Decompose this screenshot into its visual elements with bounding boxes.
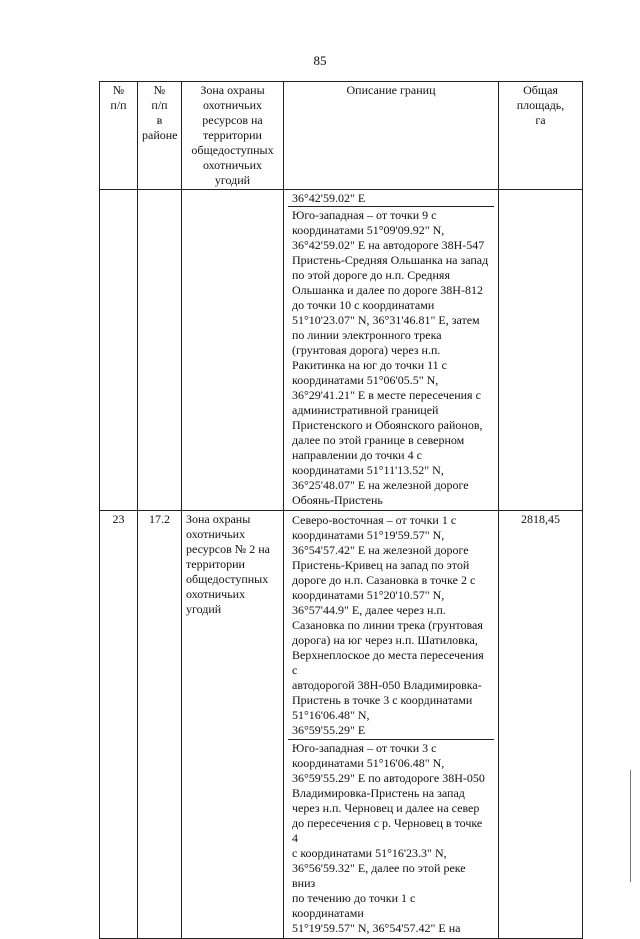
boundary-segment: Юго-западная – от точки 3 с координатами 51°16'06.48" N, 36°59'55.29" E по автодороге 38Н-050 Владимировка-Пристень на запад через н.п. Черновец и далее на север до пересечения с р. Черновец в точке 4 с координатами 51°16'23.3" N, 36°56'59.32" E, далее по этой реке вниз по течению до точки 1 с координатами 51°19'59.57" N, 36°54'57.42" E на [288,739,494,937]
cell-total-area: 2818,45 [499,511,583,939]
header-total-area-label: Общая площадь, га [516,83,565,127]
cell-boundary-description [284,190,499,511]
cell-zone [182,190,284,511]
boundaries-table [99,81,583,939]
header-total-area [499,82,583,190]
page-number: 85 [313,53,327,68]
scan-edge-line [630,770,631,882]
boundary-segment: 36°42'59.02" E [292,191,366,205]
boundary-segment: Юго-западная – от точки 9 с координатами 51°09'09.92" N, 36°42'59.02" E на автодороге 38Н-547 Пристень-Средняя Ольшанка на запад по этой дороге до н.п. Средняя Ольшанка и далее по дороге 38Н-812 до точки 10 с координатами 51°10'23.07" N, 36°31'46.81" E, затем по линии электронного трека (грунтовая дорога) через н.п. Ракитинка на юг до точки 11 с координатами 51°06'05.5" N, 36°29'41.21" E в месте пересечения с административной границей Пристенского и Обоянского районов, далее по этой границе в северном направлении до точки 4 с координатами 51°11'13.52" N, 36°25'48.07" E на железной дороге Обоянь-Пристень [288,206,494,509]
cell-total-area [499,190,583,511]
header-row-number [100,82,138,190]
header-zone-label: Зона охраны охотничьих ресурсов на территории общедоступных охотничьих угодий [191,83,274,187]
table-header-row [100,82,583,190]
header-boundary-description [284,82,499,190]
cell-row-number [100,190,138,511]
boundary-segment: Северо-восточная – от точки 1 с координатами 51°19'59.57" N, 36°54'57.42" E на железной дороге Пристень-Кривец на запад по этой дороге до н.п. Сазановка в точке 2 с координатами 51°20'10.57" N, 36°57'44.9" E, далее через н.п. Сазановка по линии трека (грунтовая дорога) на юг через н.п. Шатиловка, Верхнеплоское до места пересечения с автодорогой 38Н-050 Владимировка- Пристень в точке 3 с координатами 51°16'06.48" N, 36°59'55.29" E [292,513,484,737]
cell-row-number: 23 [100,511,138,939]
header-row-number-label: № п/п [110,83,127,112]
table-row [100,190,583,511]
table-row [100,511,583,939]
cell-zone [182,511,284,939]
header-district-number [138,82,182,190]
header-zone [182,82,284,190]
header-boundary-description-label: Описание границ [346,83,436,97]
zone-name: Зона охраны охотничьих ресурсов № 2 на территории общедоступных охотничьих угодий [186,512,270,616]
cell-district-number: 17.2 [138,511,182,939]
cell-boundary-description [284,511,499,939]
header-district-number-label: № п/п в районе [142,83,178,142]
cell-district-number [138,190,182,511]
